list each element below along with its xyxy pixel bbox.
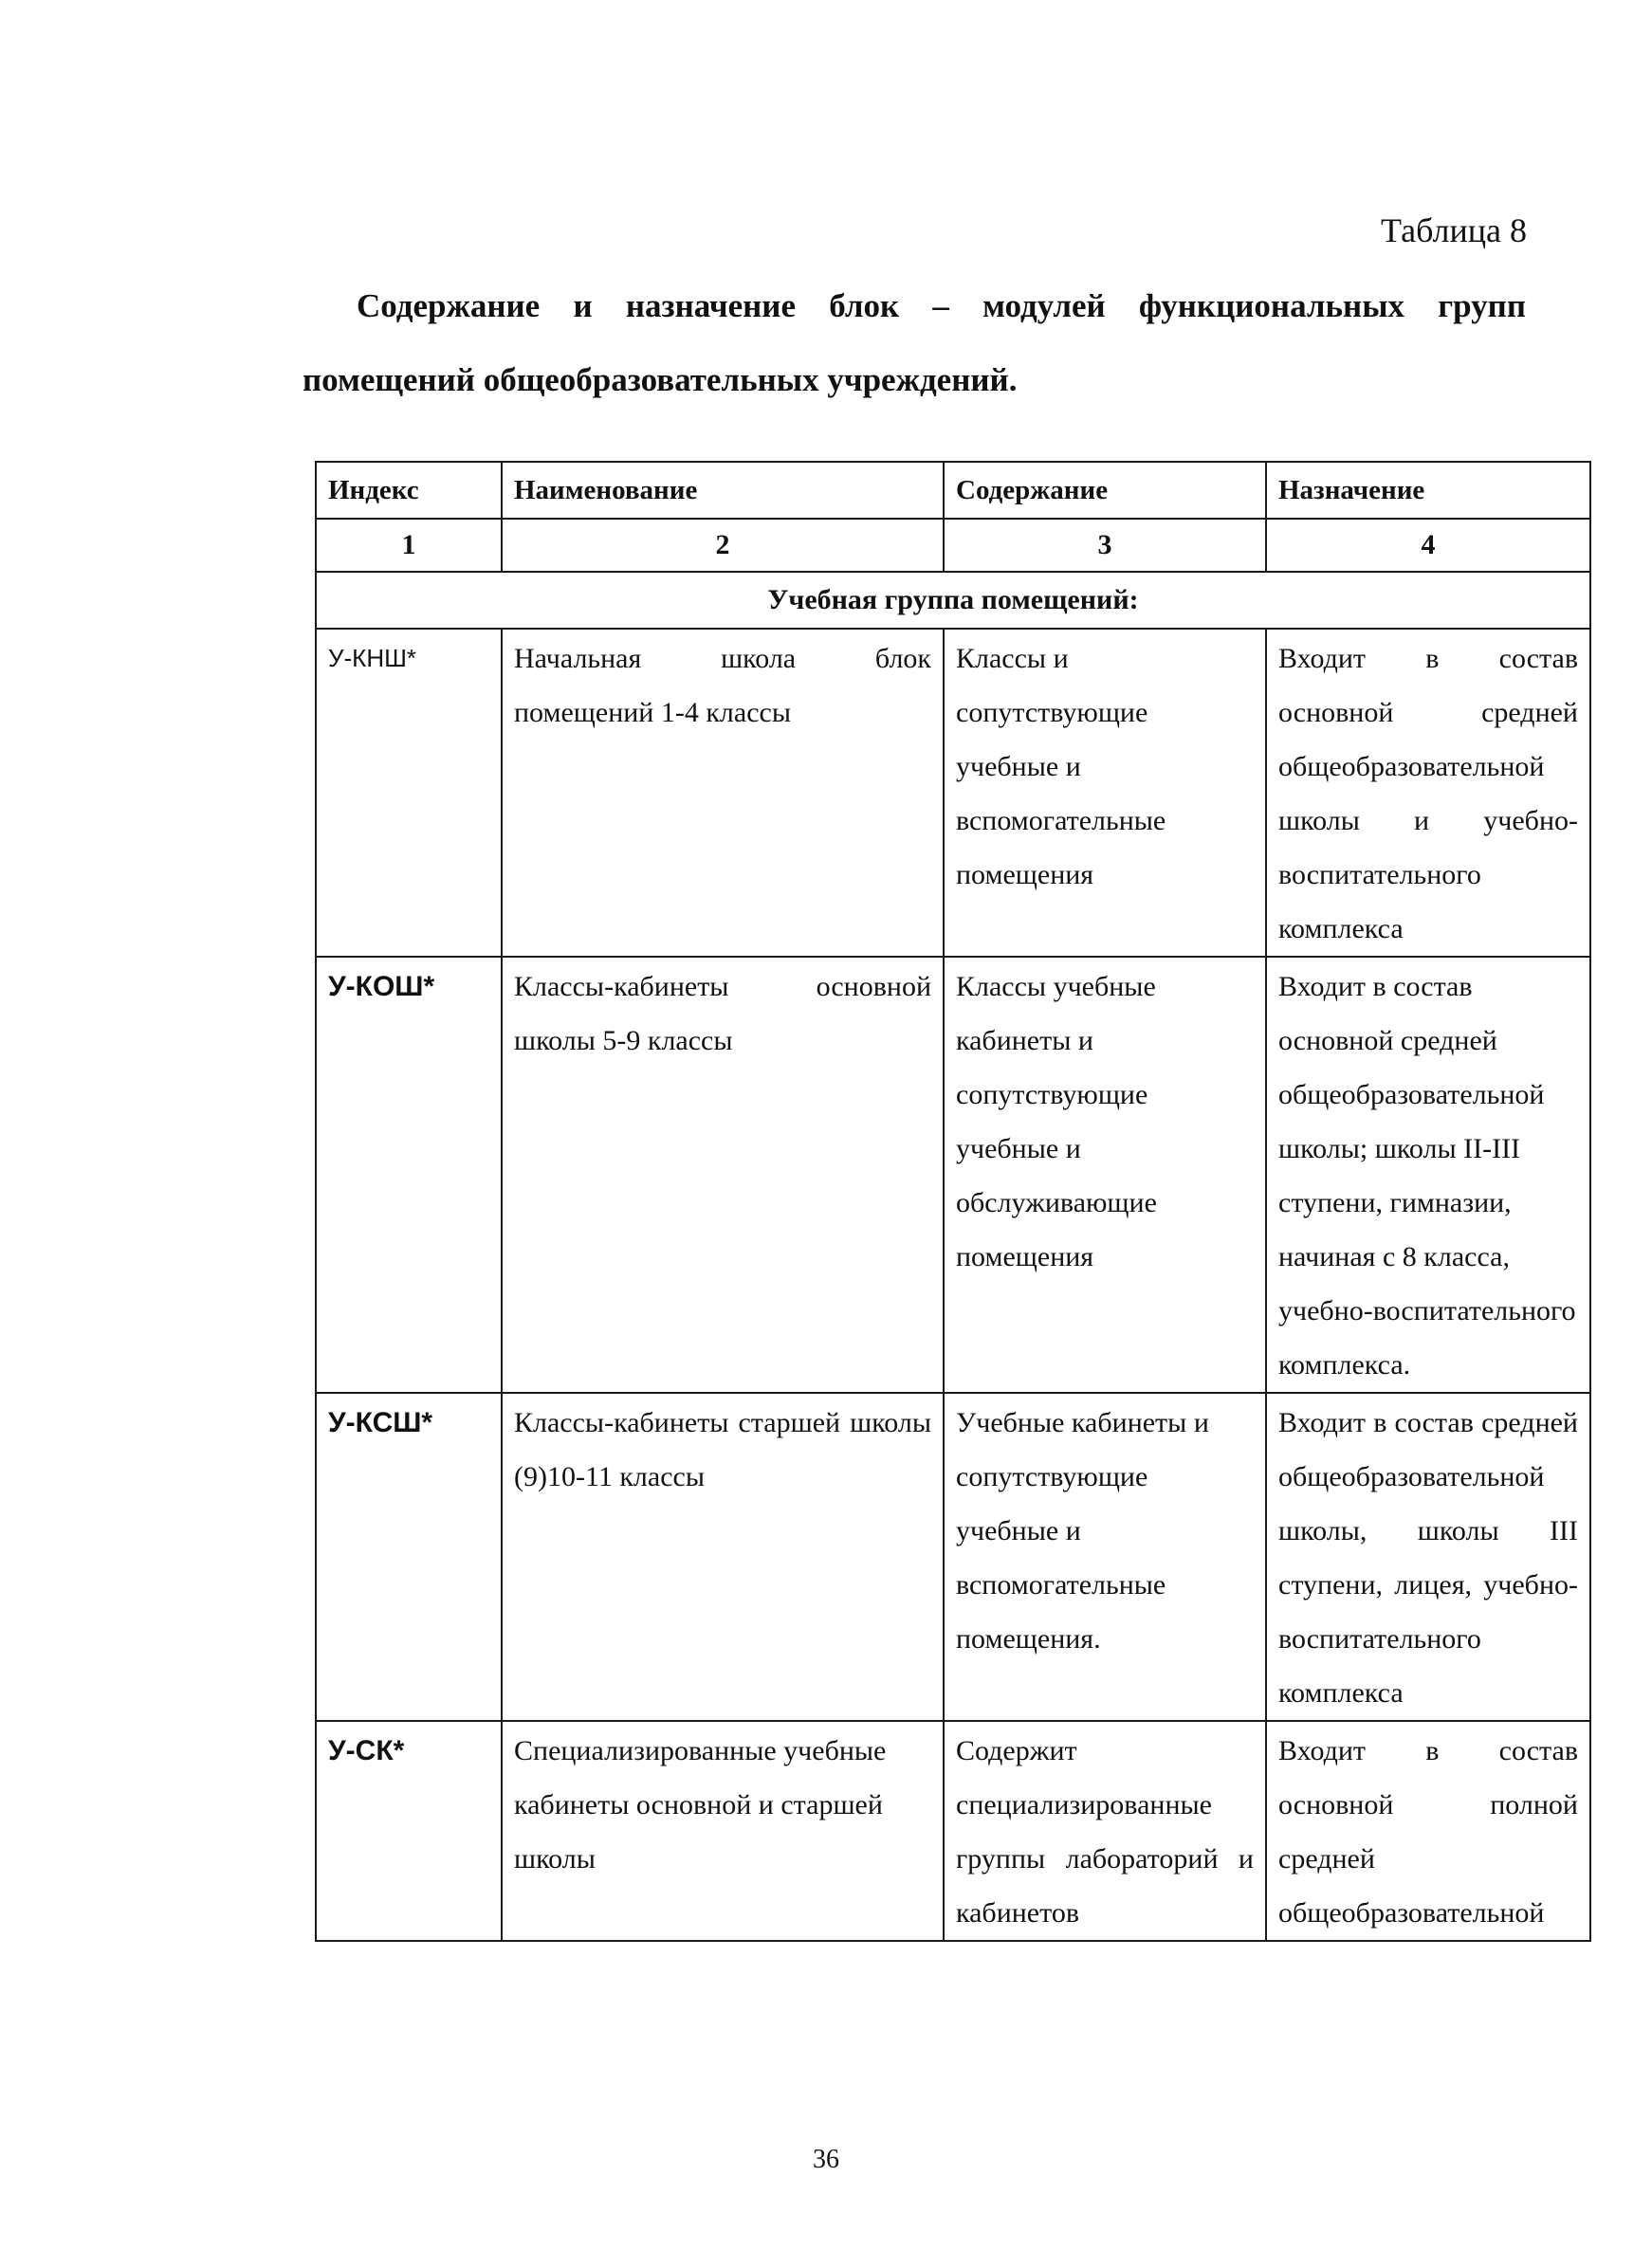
row-purpose-cell — [1266, 1721, 1590, 1941]
row-purpose: Входит в состав основной полной средней общеобразовательной — [1278, 1735, 1578, 1929]
row-purpose: Входит в состав основной средней общеобразовательной школы и учебно-воспитательного комплекса — [1278, 643, 1578, 944]
row-name: Классы-кабинеты старшей школы (9)10-11 классы — [514, 1407, 931, 1492]
header-row — [316, 462, 1590, 519]
column-number: 3 — [944, 519, 1266, 572]
row-name: Начальная школа блок помещений 1-4 классы — [514, 643, 931, 728]
column-number-row — [316, 519, 1590, 572]
row-purpose-cell — [1266, 629, 1590, 957]
column-number: 1 — [316, 519, 502, 572]
page-number: 36 — [813, 2145, 839, 2174]
group-title: Учебная группа помещений: — [316, 572, 1590, 629]
header-purpose: Назначение — [1266, 462, 1590, 519]
row-index: У-СК* — [328, 1735, 405, 1766]
row-content-cell — [944, 957, 1266, 1393]
column-number: 2 — [502, 519, 944, 572]
row-name-cell — [502, 629, 944, 957]
row-purpose: Входит в состав основной средней общеобразовательной школы; школы II-III ступени, гимназии, начиная с 8 класса, учебно-воспитательного комплекса. — [1278, 971, 1576, 1381]
table-row — [316, 1721, 1590, 1941]
row-content-cell — [944, 629, 1266, 957]
table-label: Таблица 8 — [1381, 211, 1527, 249]
row-content-cell — [944, 1393, 1266, 1721]
row-index: У-КНШ* — [328, 644, 417, 672]
document-title: Содержание и назначение блок – модулей функциональных групп помещений общеобразовательных учреждений. — [303, 287, 1526, 398]
row-index: У-КОШ* — [328, 971, 435, 1002]
row-purpose-cell — [1266, 957, 1590, 1393]
row-index-cell — [316, 957, 502, 1393]
row-content: Классы и сопутствующие учебные и вспомогательные помещения — [956, 643, 1166, 890]
row-name: Классы-кабинеты основной школы 5-9 классы — [514, 971, 931, 1056]
row-content: Классы учебные кабинеты и сопутствующие учебные и обслуживающие помещения — [956, 971, 1157, 1272]
row-index-cell — [316, 1721, 502, 1941]
row-content: Содержит специализированные группы лабораторий и кабинетов — [956, 1735, 1254, 1929]
row-name: Специализированные учебные кабинеты основной и старшей школы — [514, 1735, 887, 1875]
column-number: 4 — [1266, 519, 1590, 572]
table-row — [316, 629, 1590, 957]
row-purpose: Входит в состав средней общеобразовательной школы, школы III ступени, лицея, учебно-воспитательного комплекса — [1278, 1407, 1578, 1709]
row-content: Учебные кабинеты и сопутствующие учебные и вспомогательные помещения. — [956, 1407, 1209, 1655]
header-name: Наименование — [502, 462, 944, 519]
row-purpose-cell — [1266, 1393, 1590, 1721]
row-index: У-КСШ* — [328, 1407, 433, 1438]
table-row — [316, 1393, 1590, 1721]
blocks-table — [315, 461, 1591, 1942]
row-name-cell — [502, 1393, 944, 1721]
row-content-cell — [944, 1721, 1266, 1941]
row-index-cell — [316, 629, 502, 957]
row-name-cell — [502, 957, 944, 1393]
row-name-cell — [502, 1721, 944, 1941]
header-content: Содержание — [944, 462, 1266, 519]
group-row — [316, 572, 1590, 629]
row-index-cell — [316, 1393, 502, 1721]
table-row — [316, 957, 1590, 1393]
header-index: Индекс — [316, 462, 502, 519]
